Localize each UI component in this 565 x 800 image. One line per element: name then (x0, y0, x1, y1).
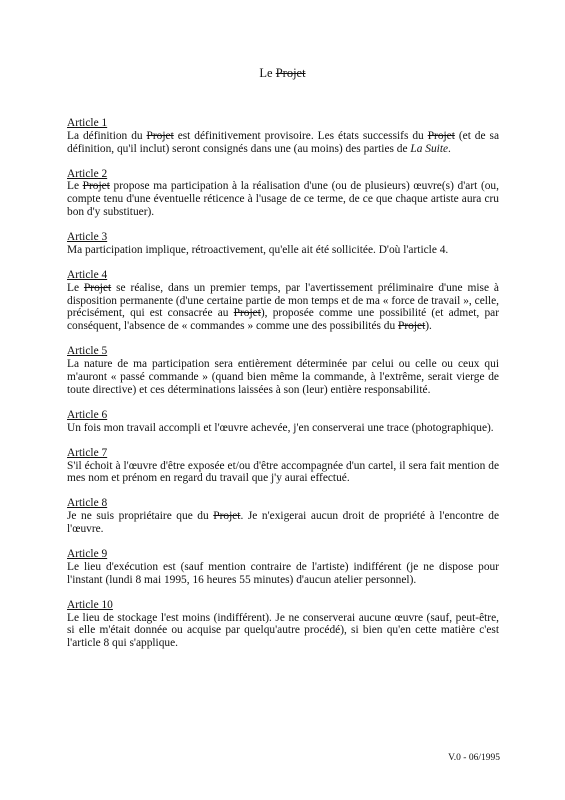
article-heading: Article 6 (67, 408, 108, 421)
article (67, 269, 499, 333)
text-segment: La définition du (67, 129, 147, 142)
article-heading: Article 4 (67, 269, 108, 282)
struck-word: Projet (83, 281, 112, 294)
article-body (67, 180, 499, 218)
italic-title: La Suite (410, 142, 449, 155)
text-segment: Un fois mon travail accompli et l'œuvre achevée, j'en conserverai une trace (photographique). (67, 421, 494, 434)
text-segment: . (448, 142, 451, 155)
struck-word: Projet (82, 180, 110, 193)
text-segment: propose ma participation à la réalisation d'une (ou de plusieurs) œuvre(s) d'art (ou, compte tenu d'une éventuelle réticence à l'usage de ce terme, de ce que chaque artiste aura cru bon d'y substituer). (67, 180, 499, 219)
struck-word: Projet (213, 510, 241, 523)
articles-list (67, 117, 499, 662)
version-footer: V.0 - 06/1995 (448, 753, 500, 763)
text-segment: se réalise, dans un premier temps, par l'avertissement préliminaire d'une mise à disposition permanente (d'une certaine partie de mon temps et de ma « force de travail », celle, précisément, qui est consacrée au (67, 281, 499, 320)
article-body (67, 358, 499, 396)
article (67, 548, 499, 586)
text-segment: est définitivement provisoire. Les états successifs du (173, 129, 428, 142)
article (67, 231, 499, 257)
struck-word: Projet (427, 129, 455, 142)
article-body (67, 282, 499, 333)
article-body (67, 244, 499, 257)
article-body (67, 561, 499, 587)
text-segment: Le lieu de stockage l'est moins (indifférent). Je ne conserverai aucune œuvre (sauf, peut-être, si elle m'était donnée ou acquise par quelqu'autre procédé), si bien qu'en cette matière c'est l'article 8 qui s'applique. (67, 611, 499, 650)
article-body (67, 422, 499, 435)
article (67, 599, 499, 650)
struck-word: Projet (146, 129, 174, 142)
article-heading: Article 5 (67, 345, 108, 358)
text-segment: ). (425, 320, 432, 333)
article (67, 117, 499, 155)
text-segment: (et de sa définition, qu'il inclut) seront consignés dans une (au moins) des parties de (67, 129, 499, 155)
text-segment: S'il échoit à l'œuvre d'être exposée et/ou d'être accompagnée d'un cartel, il sera fait mention de mes nom et prénom en regard du travail que j'y aurai effectué. (67, 459, 499, 485)
article-body (67, 460, 499, 486)
struck-word: Projet (398, 320, 426, 333)
article (67, 168, 499, 219)
struck-word: Projet (233, 307, 261, 320)
title-struck-word: Projet (275, 66, 306, 80)
article-heading: Article 9 (67, 548, 108, 561)
text-segment: . Je n'exigerai aucun droit de propriété à l'encontre de l'œuvre. (67, 510, 500, 535)
article (67, 447, 499, 485)
text-segment: Ma participation implique, rétroactivement, qu'elle ait été sollicitée. D'où l'article 4. (67, 243, 449, 256)
article-body (67, 612, 499, 650)
article-heading: Article 3 (67, 231, 108, 244)
article-heading: Article 2 (67, 167, 108, 180)
title-prefix: Le (259, 66, 273, 80)
article-heading: Article 10 (67, 598, 113, 611)
text-segment: Le (67, 180, 83, 193)
article-heading: Article 8 (67, 497, 108, 510)
article (67, 409, 499, 435)
article-heading: Article 1 (67, 117, 108, 129)
text-segment: ), proposée comme une possibilité (et admet, par conséquent, l'absence de « commandes » comme une des possibilités du (67, 307, 499, 333)
article-body (67, 130, 499, 156)
article-heading: Article 7 (67, 446, 108, 459)
article (67, 345, 499, 396)
article (67, 497, 499, 535)
text-segment: Le lieu d'exécution est (sauf mention contraire de l'artiste) indifférent (je ne dispose pour l'instant (lundi 8 mai 1995, 16 heures 55 minutes) d'aucun atelier personnel). (67, 560, 499, 586)
text-segment: Le (67, 281, 84, 294)
text-segment: La nature de ma participation sera entièrement déterminée par celui ou celle ou ceux qui m'auront « passé commande » (quand bien même la commande, à l'extrême, serait vierge de toute directive) et ces déterminations laissées à son (leur) entière responsabilité. (67, 358, 499, 396)
text-segment: Je ne suis propriétaire que du (67, 510, 214, 523)
page-title (0, 66, 565, 81)
article-body (67, 510, 499, 536)
